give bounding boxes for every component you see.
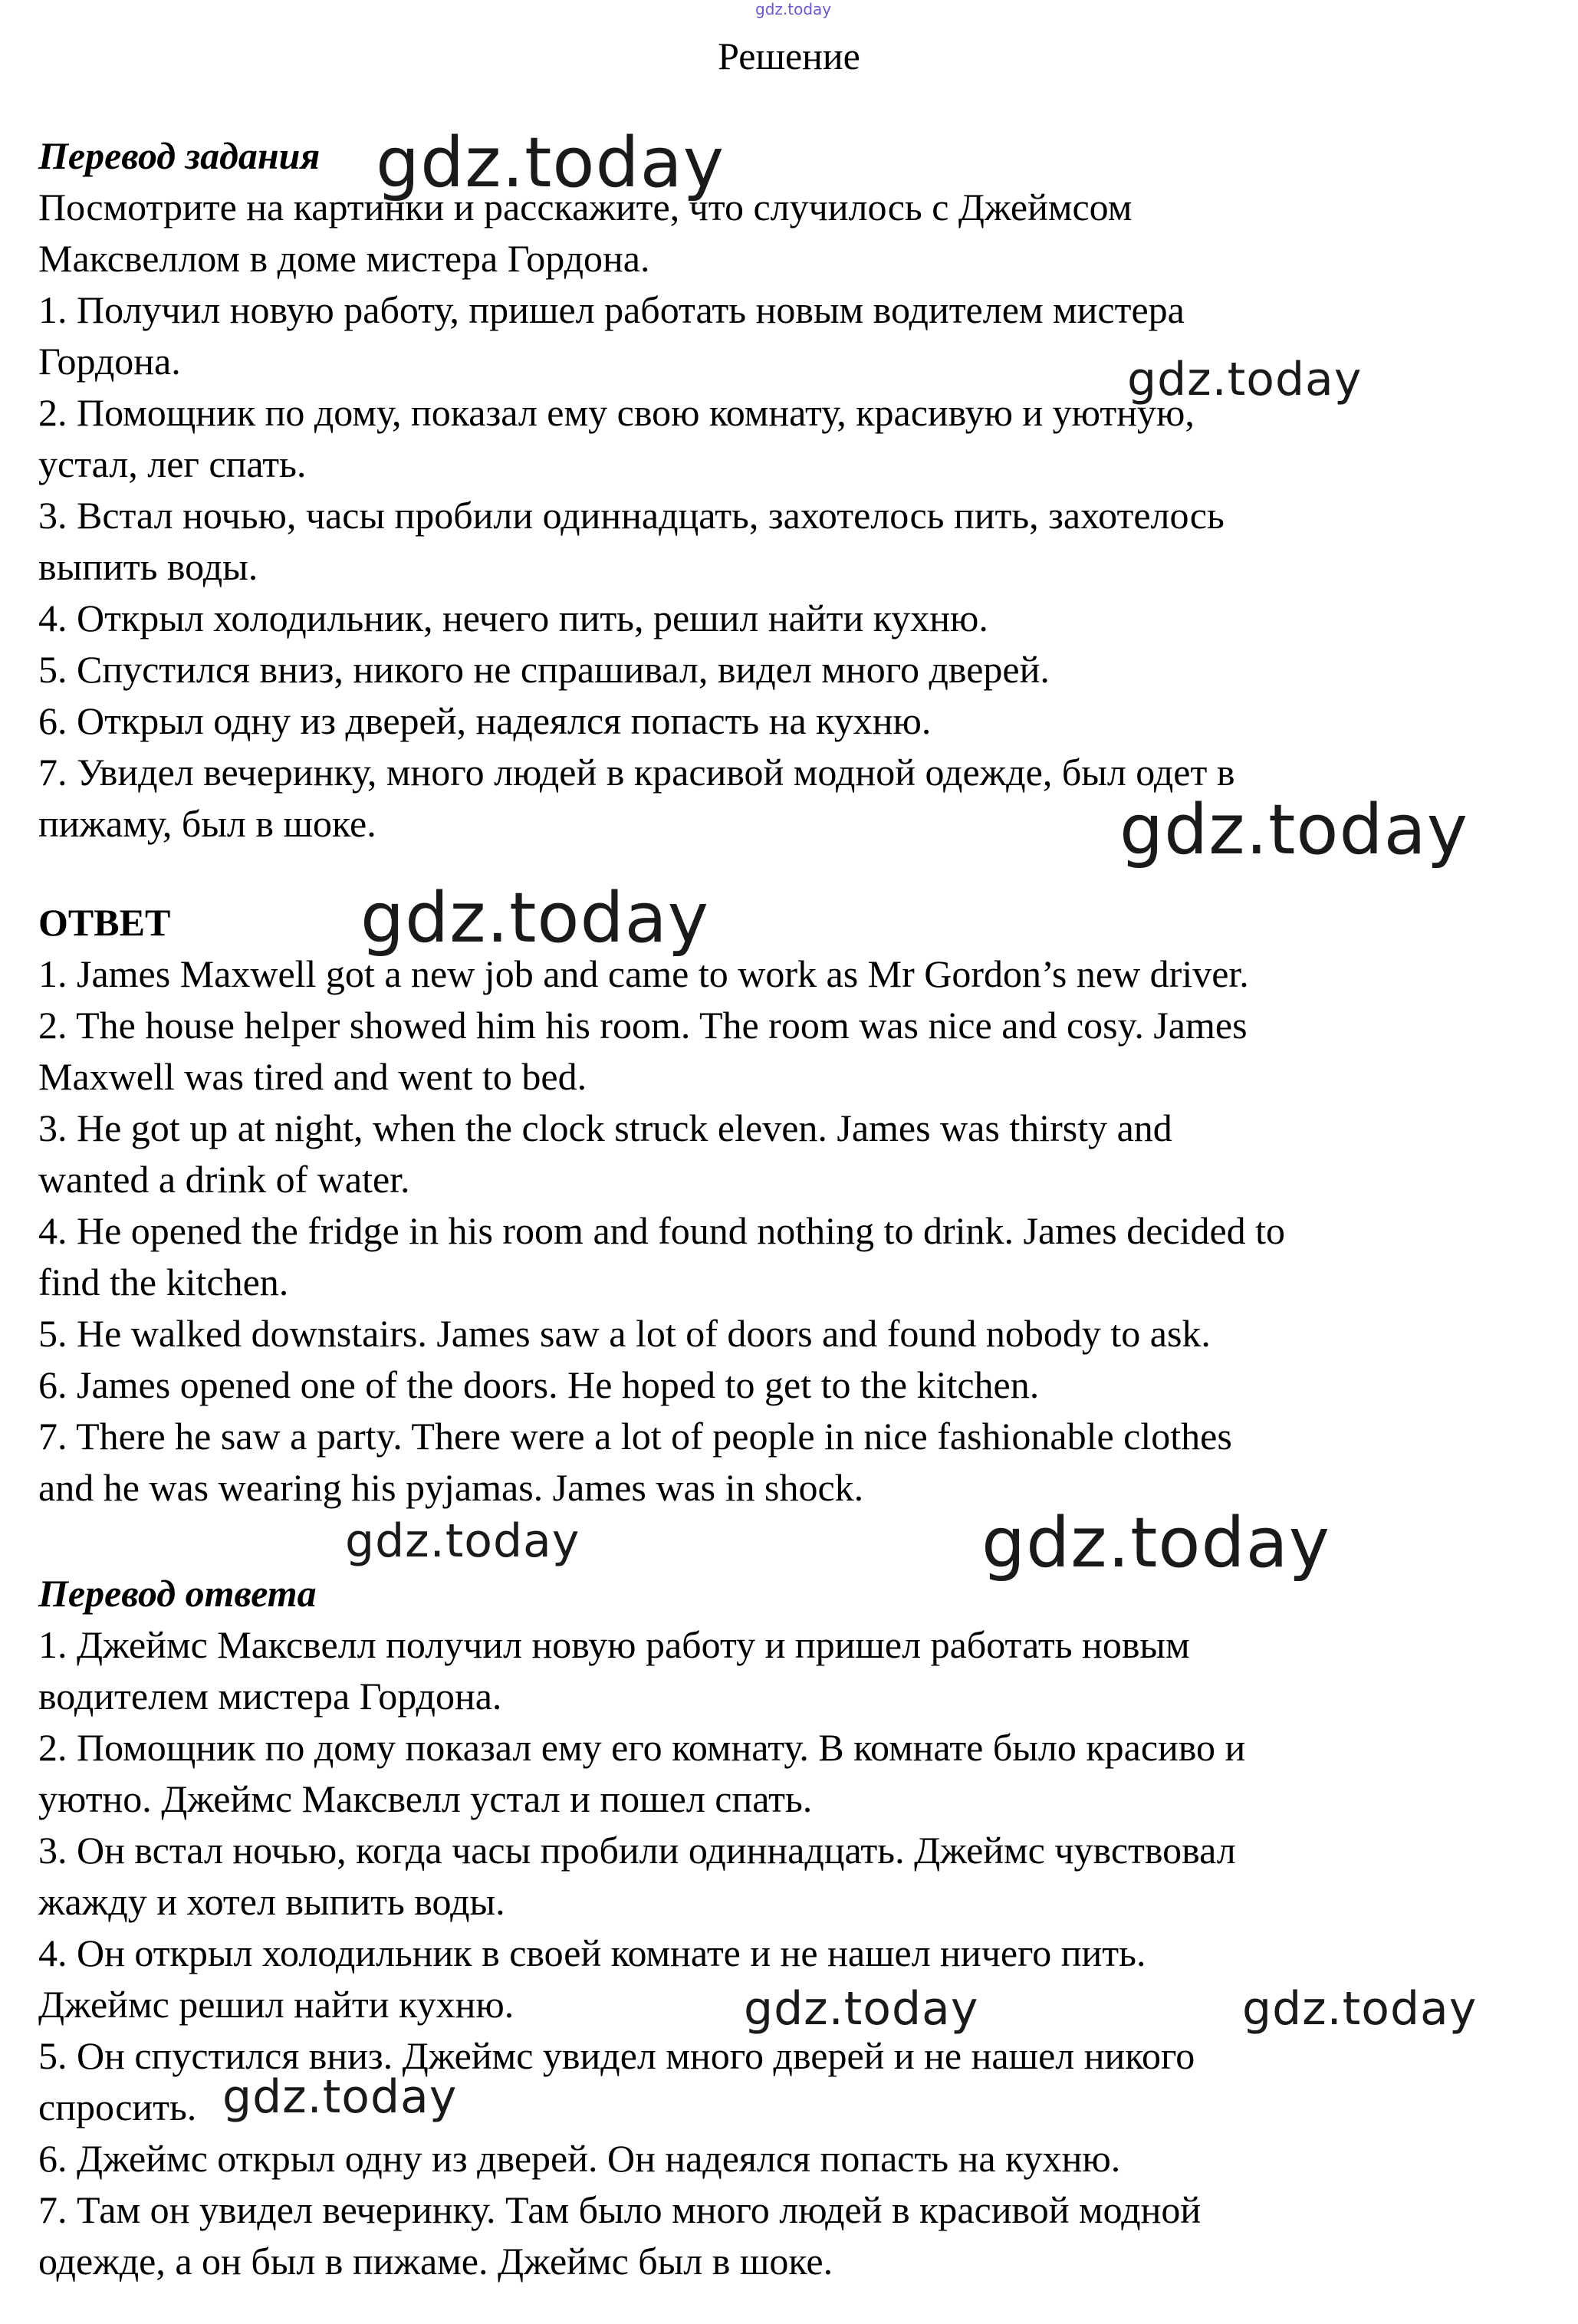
task-line: выпить воды. <box>38 545 258 588</box>
task-line: Посмотрите на картинки и расскажите, что случилось с Джеймсом <box>38 186 1133 228</box>
answer-translation-section <box>38 1568 1541 2287</box>
answer-line: Maxwell was tired and went to bed. <box>38 1055 587 1098</box>
watermark: gdz.today <box>1242 1982 1478 2036</box>
task-line: 1. Получил новую работу, пришел работать новым водителем мистера <box>38 288 1185 331</box>
task-line: Максвеллом в доме мистера Гордона. <box>38 237 650 280</box>
answer-heading: ОТВЕТ <box>38 901 171 944</box>
answer-translation-line: жажду и хотел выпить воды. <box>38 1880 505 1923</box>
watermark: gdz.today <box>345 1514 580 1568</box>
answer-translation-line: 5. Он спустился вниз. Джеймс увидел много дверей и не нашел никого <box>38 2034 1195 2077</box>
answer-line: and he was wearing his pyjamas. James was in shock. <box>38 1466 864 1509</box>
task-line: 5. Спустился вниз, никого не спрашивал, видел много дверей. <box>38 648 1050 691</box>
answer-line: 2. The house helper showed him his room. The room was nice and cosy. James <box>38 1004 1248 1047</box>
answer-line: wanted a drink of water. <box>38 1158 410 1201</box>
answer-translation-line: одежде, а он был в пижаме. Джеймс был в шоке. <box>38 2240 833 2283</box>
answer-translation-line: 6. Джеймс открыл одну из дверей. Он надеялся попасть на кухню. <box>38 2137 1121 2180</box>
task-line: 6. Открыл одну из дверей, надеялся попасть на кухню. <box>38 699 932 742</box>
answer-translation-line: 2. Помощник по дому показал ему его комнату. В комнате было красиво и <box>38 1726 1246 1769</box>
answer-translation-heading: Перевод ответа <box>38 1572 317 1615</box>
answer-translation-line: 1. Джеймс Максвелл получил новую работу и пришел работать новым <box>38 1623 1190 1666</box>
answer-section <box>38 897 1541 1514</box>
task-line: 7. Увидел вечеринку, много людей в красивой модной одежде, был одет в <box>38 751 1235 794</box>
watermark: gdz.today <box>360 878 710 958</box>
task-translation-section <box>38 130 1541 850</box>
watermark: gdz.today <box>1127 353 1363 406</box>
watermark: gdz.today <box>981 1503 1331 1583</box>
task-line: 4. Открыл холодильник, нечего пить, решил найти кухню. <box>38 597 988 639</box>
answer-translation-line: 3. Он встал ночью, когда часы пробили одиннадцать. Джеймс чувствовал <box>38 1829 1236 1872</box>
task-line: 2. Помощник по дому, показал ему свою комнату, красивую и уютную, <box>38 391 1195 434</box>
task-line: устал, лег спать. <box>38 442 307 485</box>
answer-line: find the kitchen. <box>38 1261 289 1303</box>
task-line: пижаму, был в шоке. <box>38 802 376 845</box>
answer-line: 3. He got up at night, when the clock struck eleven. James was thirsty and <box>38 1106 1172 1149</box>
answer-translation-line: водителем мистера Гордона. <box>38 1675 502 1718</box>
task-translation-heading: Перевод задания <box>38 134 321 177</box>
top-watermark: gdz.today <box>755 0 832 18</box>
answer-line: 6. James opened one of the doors. He hoped to get to the kitchen. <box>38 1363 1040 1406</box>
page-title: Решение <box>718 35 860 77</box>
answer-line: 5. He walked downstairs. James saw a lot of doors and found nobody to ask. <box>38 1312 1211 1355</box>
answer-line: 4. He opened the fridge in his room and found nothing to drink. James decided to <box>38 1209 1286 1252</box>
answer-translation-line: спросить. <box>38 2086 197 2128</box>
answer-line: 1. James Maxwell got a new job and came to work as Mr Gordon’s new driver. <box>38 952 1249 995</box>
answer-translation-line: 4. Он открыл холодильник в своей комнате и не нашел ничего пить. <box>38 1931 1146 1974</box>
answer-translation-line: 7. Там он увидел вечеринку. Там было много людей в красивой модной <box>38 2188 1202 2231</box>
answer-line: 7. There he saw a party. There were a lot of people in nice fashionable clothes <box>38 1415 1232 1458</box>
watermark: gdz.today <box>222 2070 458 2124</box>
task-line: 3. Встал ночью, часы пробили одиннадцать, захотелось пить, захотелось <box>38 494 1225 537</box>
answer-translation-line: уютно. Джеймс Максвелл устал и пошел спать. <box>38 1777 813 1820</box>
watermark: gdz.today <box>1119 790 1469 870</box>
answer-translation-line: Джеймс решил найти кухню. <box>38 1983 514 2026</box>
watermark: gdz.today <box>744 1982 979 2036</box>
task-line: Гордона. <box>38 340 181 383</box>
watermark: gdz.today <box>376 123 725 203</box>
